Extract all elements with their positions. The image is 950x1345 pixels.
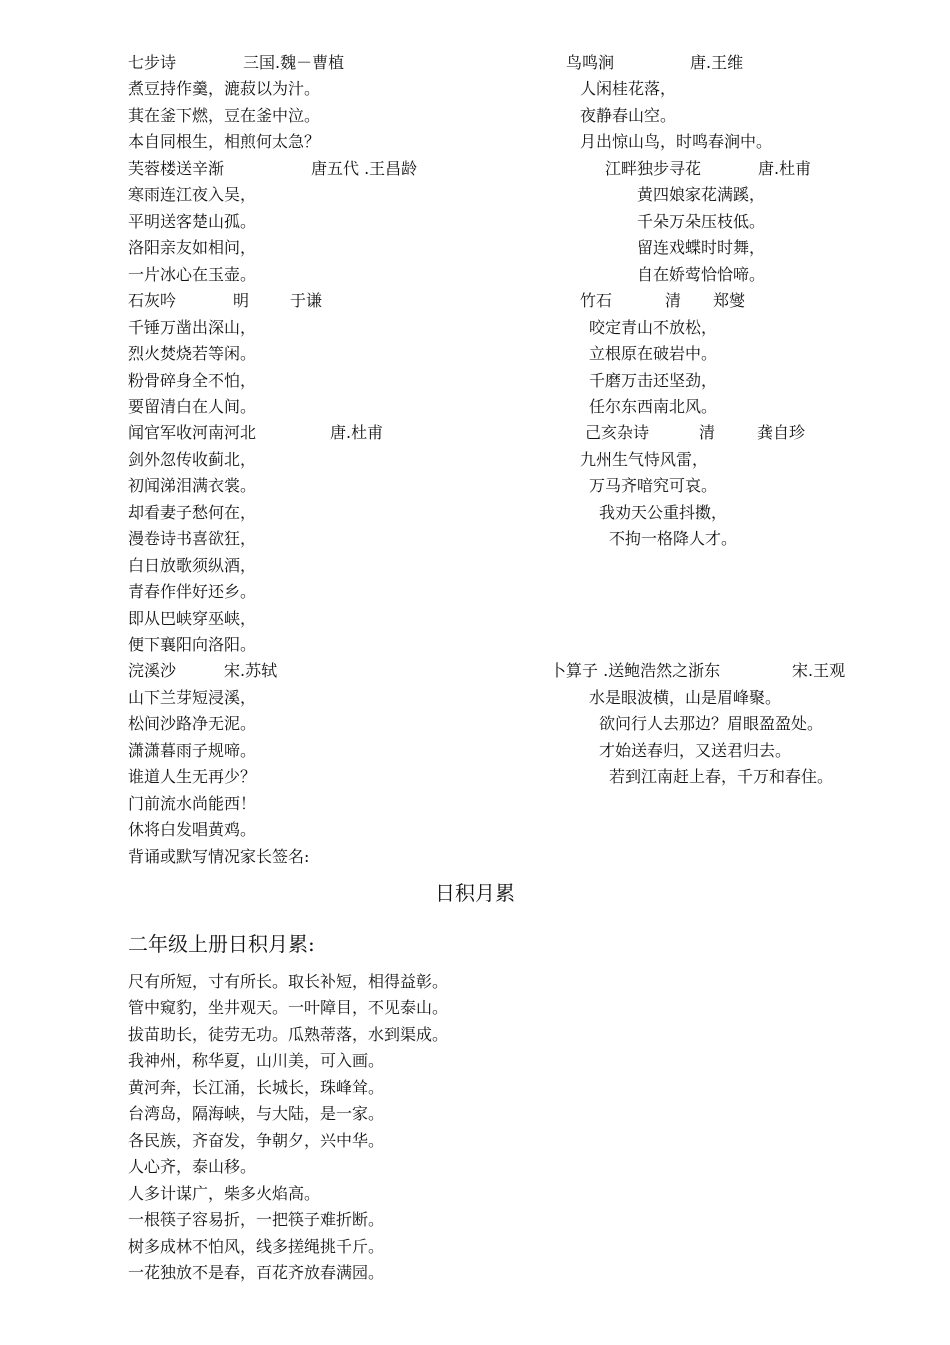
poem-line: 若到江南赶上春，千万和春住。 (609, 767, 834, 786)
poem-title: 竹石 (580, 291, 613, 310)
saying-line: 一根筷子容易折，一把筷子难折断。 (128, 1210, 385, 1229)
poem-title: 石灰吟 (128, 291, 177, 310)
poem-line: 本自同根生，相煎何太急？ (128, 132, 321, 151)
poem-line: 自在娇莺恰恰啼。 (637, 265, 766, 284)
poem-line: 人闲桂花落， (580, 79, 677, 98)
poem-line: 却看妻子愁何在， (128, 503, 257, 522)
poem-author: 宋.王观 (792, 661, 846, 680)
poem-line: 千磨万击还坚劲， (589, 371, 718, 390)
section-title: 日积月累 (435, 881, 515, 905)
saying-line: 管中窥豹，坐井观天。一叶障目，不见泰山。 (128, 998, 449, 1017)
saying-line: 各民族，齐奋发，争朝夕，兴中华。 (128, 1131, 385, 1150)
poem-author: 宋.苏轼 (224, 661, 278, 680)
poem-line: 松间沙路净无泥。 (128, 714, 257, 733)
poem-line: 煮豆持作羹，漉菽以为汁。 (128, 79, 321, 98)
poem-author: 清 (699, 423, 716, 442)
poem-line: 漫卷诗书喜欲狂， (128, 529, 257, 548)
poem-title: 己亥杂诗 (585, 423, 650, 442)
subsection-title: 二年级上册日积月累: (128, 932, 315, 956)
poem-line: 剑外忽传收蓟北， (128, 450, 257, 469)
poem-line: 即从巴峡穿巫峡， (128, 609, 257, 628)
poem-line: 潇潇暮雨子规啼。 (128, 741, 257, 760)
saying-line: 人多计谋广，柴多火焰高。 (128, 1184, 321, 1203)
poem-line: 便下襄阳向洛阳。 (128, 635, 257, 654)
poem-line: 我劝天公重抖擞， (599, 503, 728, 522)
saying-line: 一花独放不是春，百花齐放春满园。 (128, 1263, 385, 1282)
poem-line: 门前流水尚能西！ (128, 794, 257, 813)
parent-signature-label: 背诵或默写情况家长签名: (128, 847, 310, 866)
poem-line: 烈火焚烧若等闲。 (128, 344, 257, 363)
poem-author: 唐五代 .王昌龄 (311, 159, 418, 178)
poem-author: 唐.杜甫 (758, 159, 812, 178)
saying-line: 树多成林不怕风，线多搓绳挑千斤。 (128, 1237, 385, 1256)
poem-title: 江畔独步寻花 (605, 159, 702, 178)
poem-line: 欲问行人去那边？眉眼盈盈处。 (599, 714, 824, 733)
poem-title: 浣溪沙 (128, 661, 177, 680)
poem-line: 青春作伴好还乡。 (128, 582, 257, 601)
poem-line: 不拘一格降人才。 (609, 529, 738, 548)
poem-line: 留连戏蝶时时舞， (637, 238, 766, 257)
saying-line: 黄河奔，长江涌，长城长，珠峰耸。 (128, 1078, 385, 1097)
poem-line: 任尔东西南北风。 (589, 397, 718, 416)
saying-line: 我神州，称华夏，山川美，可入画。 (128, 1051, 385, 1070)
poem-author: 郑燮 (713, 291, 746, 310)
poem-line: 立根原在破岩中。 (589, 344, 718, 363)
poem-author: 三国.魏－曹植 (243, 53, 345, 72)
poem-line: 初闻涕泪满衣裳。 (128, 476, 257, 495)
poem-title: 鸟鸣涧 (566, 53, 615, 72)
poem-line: 洛阳亲友如相问， (128, 238, 257, 257)
saying-line: 台湾岛，隔海峡，与大陆，是一家。 (128, 1104, 385, 1123)
poem-title: 卜算子 .送鲍浩然之浙东 (550, 661, 721, 680)
poem-line: 平明送客楚山孤。 (128, 212, 257, 231)
poem-line: 九州生气恃风雷， (580, 450, 709, 469)
poem-line: 水是眼波横，山是眉峰聚。 (589, 688, 782, 707)
poem-line: 山下兰芽短浸溪， (128, 688, 257, 707)
poem-line: 寒雨连江夜入吴， (128, 185, 257, 204)
poem-line: 休将白发唱黄鸡。 (128, 820, 257, 839)
poem-line: 才始送春归，又送君归去。 (599, 741, 792, 760)
poem-author: 明 (233, 291, 250, 310)
poem-line: 谁道人生无再少？ (128, 767, 257, 786)
poem-author: 龚自珍 (757, 423, 806, 442)
poem-author: 唐.杜甫 (330, 423, 384, 442)
poem-author: 唐.王维 (690, 53, 744, 72)
poem-line: 要留清白在人间。 (128, 397, 257, 416)
poem-title: 芙蓉楼送辛渐 (128, 159, 225, 178)
saying-line: 人心齐，泰山移。 (128, 1157, 257, 1176)
poem-line: 一片冰心在玉壶。 (128, 265, 257, 284)
poem-line: 千锤万凿出深山， (128, 318, 257, 337)
poem-line: 黄四娘家花满蹊， (637, 185, 766, 204)
poem-line: 粉骨碎身全不怕， (128, 371, 257, 390)
poem-line: 萁在釜下燃，豆在釜中泣。 (128, 106, 321, 125)
saying-line: 拔苗助长，徒劳无功。瓜熟蒂落，水到渠成。 (128, 1025, 449, 1044)
poem-line: 白日放歌须纵酒， (128, 556, 257, 575)
poem-author: 于谦 (290, 291, 323, 310)
poem-line: 夜静春山空。 (580, 106, 677, 125)
poem-title: 七步诗 (128, 53, 177, 72)
saying-line: 尺有所短，寸有所长。取长补短，相得益彰。 (128, 972, 449, 991)
poem-line: 万马齐喑究可哀。 (589, 476, 718, 495)
poem-title: 闻官军收河南河北 (128, 423, 257, 442)
poem-author: 清 (665, 291, 682, 310)
poem-line: 咬定青山不放松， (589, 318, 718, 337)
poem-line: 千朵万朵压枝低。 (637, 212, 766, 231)
poem-line: 月出惊山鸟，时鸣春涧中。 (580, 132, 773, 151)
